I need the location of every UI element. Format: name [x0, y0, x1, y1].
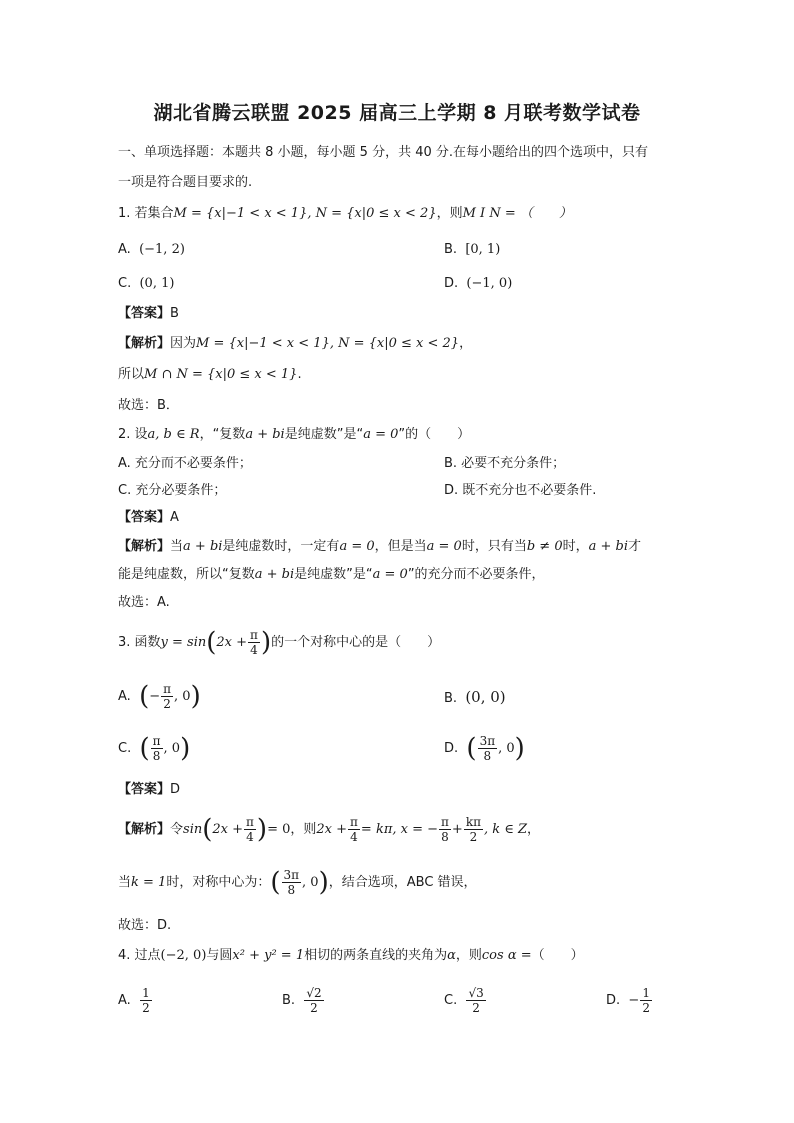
q2-analysis-2-run: a = 0 [372, 567, 408, 582]
q3-option-c: C. ( $\frac{\pi}{8}$ , 0) [118, 733, 191, 764]
q1-option-b: B. [0, 1) [444, 242, 501, 257]
q2-analysis-2-run: 能是纯虚数，所以“复数 [118, 567, 255, 582]
q4-stem: 4. 过点(−2, 0)与圆x² + y² = 1相切的两条直线的夹角为α，则cos α =（ ） [118, 948, 584, 963]
q4-option-a: A. $\frac{1}{2}$ [118, 986, 150, 1015]
q2-option-b: B. 必要不充分条件； [444, 456, 566, 471]
q2-analysis-2-run: ”的充分而不必要条件， [407, 567, 545, 582]
q2-stem: 2. 设a, b ∈ R，“复数a + bi是纯虚数”是“a = 0”的（ ） [118, 427, 471, 442]
q2-option-a: A. 充分而不必要条件； [118, 456, 252, 471]
pi-over-4: $\frac{\pi}{4}$ [250, 628, 258, 657]
q1-answer: 【答案】B [118, 306, 179, 321]
q2-option-d: D. 既不充分也不必要条件. [444, 483, 597, 498]
q2-analysis-1-run: 当 [170, 539, 184, 554]
q2-analysis-2-run: 是纯虚数”是“ [294, 567, 373, 582]
q2-analysis-2 [118, 566, 545, 584]
q2-analysis-1-text [170, 539, 641, 554]
q2-analysis-1-run: 时，只有当 [461, 539, 527, 554]
q3-option-d: D. ( $\frac{3\pi}{8}$ , 0) [444, 733, 525, 764]
q3-option-a: A. (− $\frac{\pi}{2}$ , 0) [118, 681, 201, 712]
q1-sets: M = {x|−1 < x < 1}, N = {x|0 ≤ x < 2} [173, 206, 437, 221]
q1-stem: 1. 若集合M = {x|−1 < x < 1}, N = {x|0 ≤ x < 2}，则M I N = （ ） [118, 206, 572, 221]
q2-analysis-2-run: a + bi [254, 567, 295, 582]
q2-analysis-1-run: a = 0 [426, 539, 462, 554]
q1-analysis-1: 【解析】因为M = {x|−1 < x < 1}, N = {x|0 ≤ x < 2}， [118, 336, 473, 351]
q1-option-d: D. (−1, 0) [444, 276, 513, 291]
q1-choose: 故选：B． [118, 398, 179, 413]
q2-analysis-2-text [118, 567, 545, 582]
q2-analysis-1-run: a = 0 [339, 539, 375, 554]
q2-analysis-1-run: 才 [628, 539, 642, 554]
q3-stem: 3. 函数y = sin(2x + $\frac{\pi}{4}$ )的一个对称中心的是（ ） [118, 627, 441, 658]
q2-analysis-1-run: b ≠ 0 [526, 539, 563, 554]
q4-option-d: D. − $\frac{1}{2}$ [606, 986, 650, 1015]
q2-analysis-1-run: a + bi [588, 539, 628, 554]
q2-choose: 故选：A. [118, 595, 170, 610]
q1-option-c: C. (0, 1) [118, 276, 175, 291]
section-intro-line-1: 一、单项选择题：本题共 8 小题，每小题 5 分，共 40 分.在每小题给出的四个选项中，只有 [118, 145, 649, 160]
q2-analysis-1-run: 时， [562, 539, 589, 554]
q4-option-c: C. $\frac{√3}{2}$ [444, 986, 484, 1015]
q3-choose: 故选：D. [118, 918, 172, 933]
q4-option-b: B. $\frac{√2}{2}$ [282, 986, 322, 1015]
q3-analysis-1: 【解析】令sin(2x + $\frac{\pi}{4}$ )= 0，则2x + $\frac{\pi}{4}$ = kπ, x = − $\frac{\pi}{8}$ + $\frac{k\pi}{2}$ , k ∈ Z， [118, 814, 541, 845]
q3-answer: 【答案】D [118, 782, 181, 797]
section-intro-line-2: 一项是符合题目要求的. [118, 175, 253, 190]
q2-analysis-1-run: 是纯虚数时，一定有 [222, 539, 340, 554]
q3-option-b: B. (0, 0) [444, 688, 506, 706]
q1-option-a: A. (−1, 2) [118, 242, 185, 257]
q2-analysis-1-run: a + bi [183, 539, 223, 554]
q2-analysis-1: 【解析】当a + bi是纯虚数时，一定有a = 0，但是当a = 0时，只有当b ≠ 0时，a + bi才 [118, 539, 642, 554]
q2-answer: 【答案】A [118, 510, 179, 525]
q2-analysis-1-run: ，但是当 [374, 539, 427, 554]
exam-title: 湖北省腾云联盟 2025 届高三上学期 8 月联考数学试卷 [153, 102, 641, 124]
q2-option-c: C. 充分必要条件； [118, 483, 227, 498]
q3-analysis-2: 当k = 1时，对称中心为：( $\frac{3\pi}{8}$ , 0)，结合选项，ABC 错误， [118, 867, 477, 898]
q1-analysis-2: 所以M ∩ N = {x|0 ≤ x < 1}. [118, 367, 302, 382]
